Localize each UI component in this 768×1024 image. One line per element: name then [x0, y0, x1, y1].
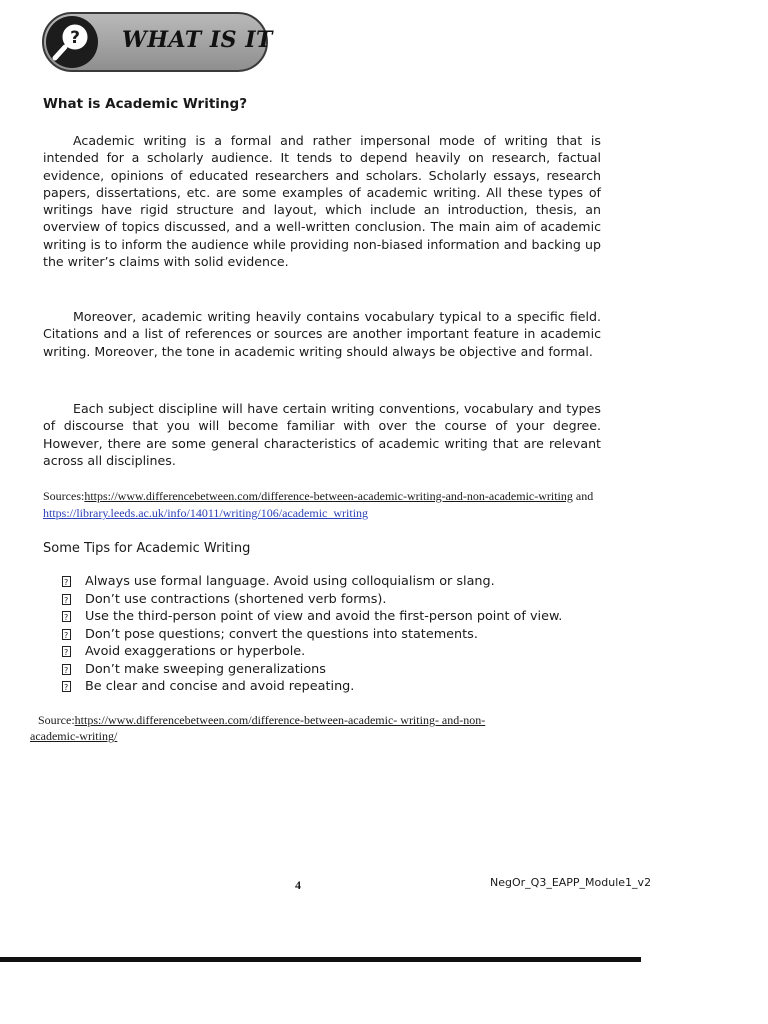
tip-text: Don’t pose questions; convert the questions into statements. — [85, 626, 478, 642]
list-item — [62, 608, 562, 626]
sources-citation — [43, 488, 603, 522]
tips-heading: Some Tips for Academic Writing — [43, 541, 251, 556]
tip-text: Use the third-person point of view and avoid the first-person point of view. — [85, 609, 563, 624]
paragraph-2: Moreover, academic writing heavily contains vocabulary typical to a specific field. Citations and a list of references or sources are another important feature in academic writing. Moreover, the tone in academic writing should always be objective and formal. — [43, 309, 601, 359]
source-link-leeds[interactable]: https://library.leeds.ac.uk/info/14011/writing/106/academic_writing — [43, 506, 369, 520]
tip-text: Always use formal language. Avoid using colloquialism or slang. — [85, 574, 495, 589]
source2-link[interactable]: https://www.differencebetween.com/difference-between-academic- writing- and-non- — [74, 713, 486, 727]
list-item — [62, 573, 562, 591]
missing-glyph-bullet-icon — [62, 629, 71, 640]
tip-text: Don’t use contractions (shortened verb forms). — [85, 591, 387, 607]
missing-glyph-bullet-icon — [62, 576, 71, 587]
tip-text: Don’t make sweeping generalizations — [85, 661, 326, 677]
paragraph-3: Each subject discipline will have certain writing conventions, vocabulary and types of discourse that you will become familiar with over the course of your degree. However, there are some general characteristics of academic writing that are relevant across all disciplines. — [43, 401, 601, 468]
missing-glyph-bullet-icon — [62, 594, 71, 605]
magnifier-question-icon — [44, 14, 100, 70]
missing-glyph-bullet-icon — [62, 681, 71, 692]
footer-rule — [0, 957, 641, 962]
list-item — [62, 643, 562, 661]
missing-glyph-bullet-icon — [62, 646, 71, 657]
source2-link-continued[interactable]: academic-writing/ — [30, 729, 118, 743]
section-heading: What is Academic Writing? — [43, 96, 248, 112]
tips-list — [62, 573, 562, 696]
banner-title: WHAT IS IT — [122, 27, 273, 53]
tip-text: Avoid exaggerations or hyperbole. — [85, 644, 306, 659]
tips-source-citation — [30, 712, 630, 744]
sources-label: Sources: — [43, 489, 85, 503]
list-item — [62, 678, 562, 696]
module-code: NegOr_Q3_EAPP_Module1_v2 — [490, 876, 652, 889]
tip-text: Be clear and concise and avoid repeating. — [85, 679, 355, 694]
list-item — [62, 661, 562, 679]
source2-label: Source: — [38, 713, 75, 727]
sources-joiner: and — [572, 489, 594, 503]
missing-glyph-bullet-icon — [62, 664, 71, 675]
paragraph-1: Academic writing is a formal and rather impersonal mode of writing that is intended for a scholarly audience. It tends to depend heavily on research, factual evidence, opinions of educated researchers and scholars. Scholarly essays, research papers, dissertations, etc. are some examples of academic writing. All these types of writings have rigid structure and layout, which include an introduction, thesis, an overview of topics discussed, and a well-written conclusion. The main aim of academic writing is to inform the audience while providing non-biased information and backing up the writer’s claims with solid evidence. — [43, 133, 601, 270]
list-item — [62, 626, 562, 644]
source-link-differencebetween[interactable]: https://www.differencebetween.com/difference-between-academic-writing-and-non-academic-writing — [84, 489, 573, 503]
list-item — [62, 591, 562, 609]
page-number: 4 — [295, 878, 301, 892]
missing-glyph-bullet-icon — [62, 611, 71, 622]
svg-text:?: ? — [70, 28, 80, 48]
